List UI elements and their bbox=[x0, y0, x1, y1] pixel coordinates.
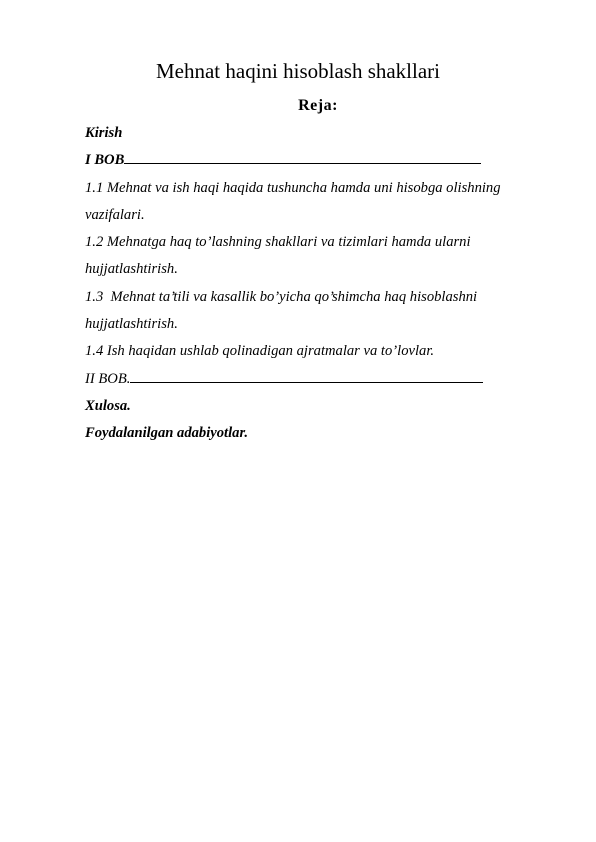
toc-chapter-1-label: I BOB bbox=[85, 152, 125, 169]
toc-references: Foydalanilgan adabiyotlar. bbox=[85, 425, 248, 442]
document-title: Mehnat haqini hisoblash shakllari bbox=[155, 59, 441, 83]
toc-section-1-2-continued: hujjatlashtirish. bbox=[85, 261, 178, 278]
plan-heading: Reja: bbox=[298, 97, 338, 114]
toc-section-1-3: 1.3 Mehnat ta’tili va kasallik bo’yicha qo’shimcha haq hisoblashni bbox=[85, 288, 478, 305]
chapter-2-underline bbox=[130, 382, 483, 383]
toc-section-1-1-continued: vazifalari. bbox=[85, 206, 145, 223]
toc-chapter-2 bbox=[85, 370, 555, 397]
toc-chapter-2-label: II BOB. bbox=[85, 370, 131, 387]
toc-conclusion: Xulosa. bbox=[85, 397, 131, 414]
toc-section-1-1: 1.1 Mehnat va ish haqi haqida tushuncha hamda uni hisobga olishning bbox=[85, 179, 501, 196]
toc-intro: Kirish bbox=[85, 125, 123, 141]
toc-chapter-1 bbox=[85, 151, 555, 178]
table-of-contents bbox=[85, 124, 555, 452]
toc-section-1-3-continued: hujjatlashtirish. bbox=[85, 316, 178, 333]
toc-section-1-2: 1.2 Mehnatga haq to’lashning shakllari va tizimlari hamda ularni bbox=[85, 234, 471, 251]
chapter-1-underline bbox=[124, 163, 481, 164]
toc-section-1-4: 1.4 Ish haqidan ushlab qolinadigan ajratmalar va to’lovlar. bbox=[85, 343, 435, 360]
